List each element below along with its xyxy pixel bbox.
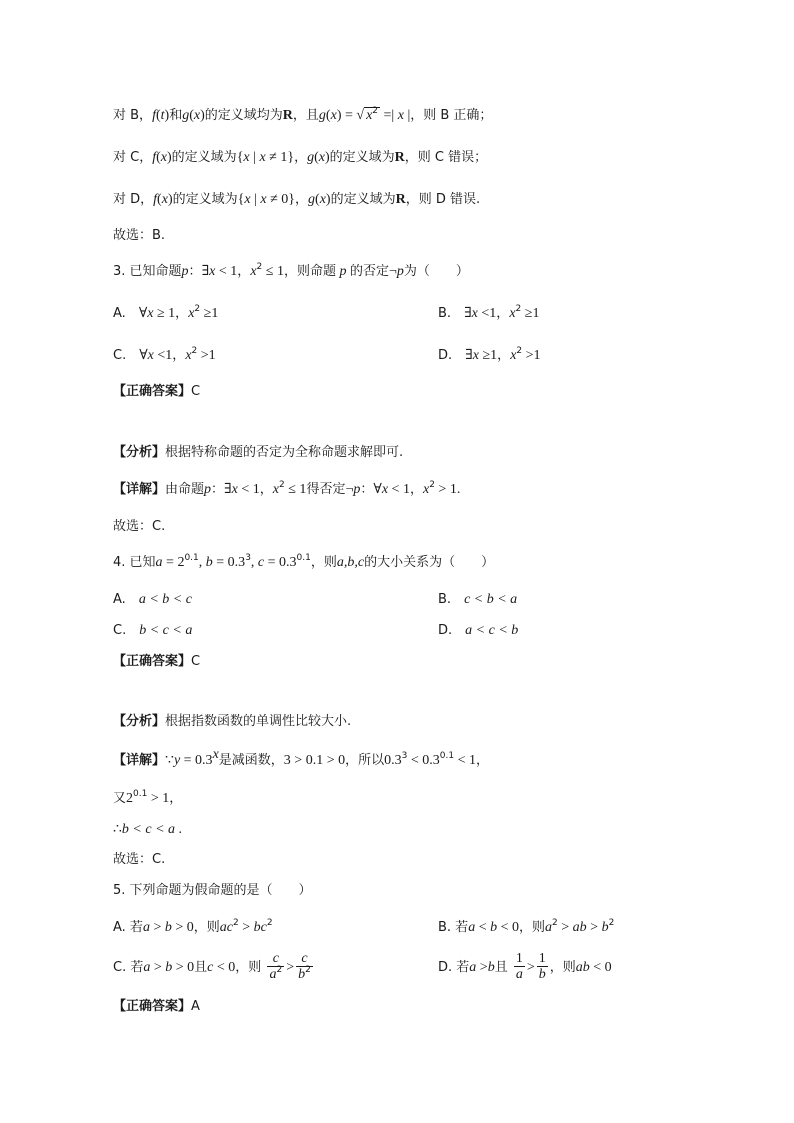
fraction-1-over-a: $\frac{1}{a}$ (515, 951, 523, 982)
q3-analysis: 【分析】根据特称命题的否定为全称命题求解即可. (113, 445, 404, 460)
q4-option-d: D. a < c < b (438, 623, 519, 638)
q3-detail: 【详解】由命题p：∃x < 1，$x^2 \le 1$得否定¬p：∀x < 1，$x^2 > 1$. (113, 480, 461, 497)
q5-option-b: B. 若a < b < 0，则$a^2$ > ab > $b^2$ (438, 918, 615, 935)
q5-answer: 【正确答案】A (113, 999, 200, 1014)
q3-answer: 【正确答案】C (113, 384, 201, 399)
q3-option-a: A. ∀x ≥ 1，$x^2 \ge 1$ (113, 304, 219, 321)
q4-answer: 【正确答案】C (113, 654, 201, 669)
q4-option-c: C. b < c < a (113, 623, 193, 638)
q4-detail-2: 又$2^{0.1} > 1$， (113, 789, 183, 806)
option-c-explanation: 对 C，f(x)的定义域为{x | x ≠ 1}，g(x)的定义域为R，则 C 错误； (113, 150, 488, 165)
fraction-c-over-b2: $\frac{c}{b^2}$ (298, 951, 311, 982)
option-b-explanation: 对 B，f(t)和g(x)的定义域均为R，且g(x) = √ $x^2$ =| x |，则 B 正确； (113, 106, 493, 123)
q3-selection: 故选：C. (113, 519, 166, 534)
question-4-stem: 4. 已知$a = 2^{0.1}$, $b = 0.3^3$, $c = 0.3^{0.1}$，则a,b,c的大小关系为（ ） (113, 553, 495, 570)
q4-option-b: B. c < b < a (438, 592, 518, 607)
selection-b: 故选：B. (113, 228, 166, 243)
question-5-stem: 5. 下列命题为假命题的是（ ） (113, 883, 312, 898)
q3-option-c: C. ∀x <1，$x^2 >1$ (113, 346, 216, 363)
q4-selection: 故选：C. (113, 852, 166, 867)
fraction-c-over-a2: $\frac{c}{a^2}$ (269, 951, 283, 982)
q3-option-d: D. ∃x ≥1，$x^2 >1$ (438, 346, 541, 363)
q5-option-a: A. 若a > b > 0，则$ac^2 > bc^2$ (113, 918, 273, 935)
q3-option-b: B. ∃x <1，$x^2 \ge 1$ (438, 304, 540, 321)
q4-option-a: A. a < b < c (113, 592, 192, 607)
q5-option-c: C. 若a > b > 0且c < 0，则 $\frac{c}{a^2}$ > $\frac{c}{b^2}$ (113, 951, 311, 982)
q4-detail-3: ∴b < c < a . (113, 822, 183, 837)
fraction-1-over-b: $\frac{1}{b}$ (538, 951, 546, 982)
q5-option-d: D. 若a >b且 $\frac{1}{a}$ > $\frac{1}{b}$ ，则ab < 0 (438, 951, 612, 982)
q4-detail-1: 【详解】∵y = $0.3^x$是减函数，3 > 0.1 > 0，所以$0.3^3 < 0.3^{0.1} < 1$， (113, 747, 489, 768)
option-d-explanation: 对 D，f(x)的定义域为{x | x ≠ 0}，g(x)的定义域为R，则 D 错误. (113, 192, 481, 207)
question-3-stem: 3. 已知命题p：∃x < 1，$x^2 \le 1$，则命题 p 的否定¬p为（ ） (113, 262, 469, 279)
q4-analysis: 【分析】根据指数函数的单调性比较大小. (113, 714, 352, 729)
